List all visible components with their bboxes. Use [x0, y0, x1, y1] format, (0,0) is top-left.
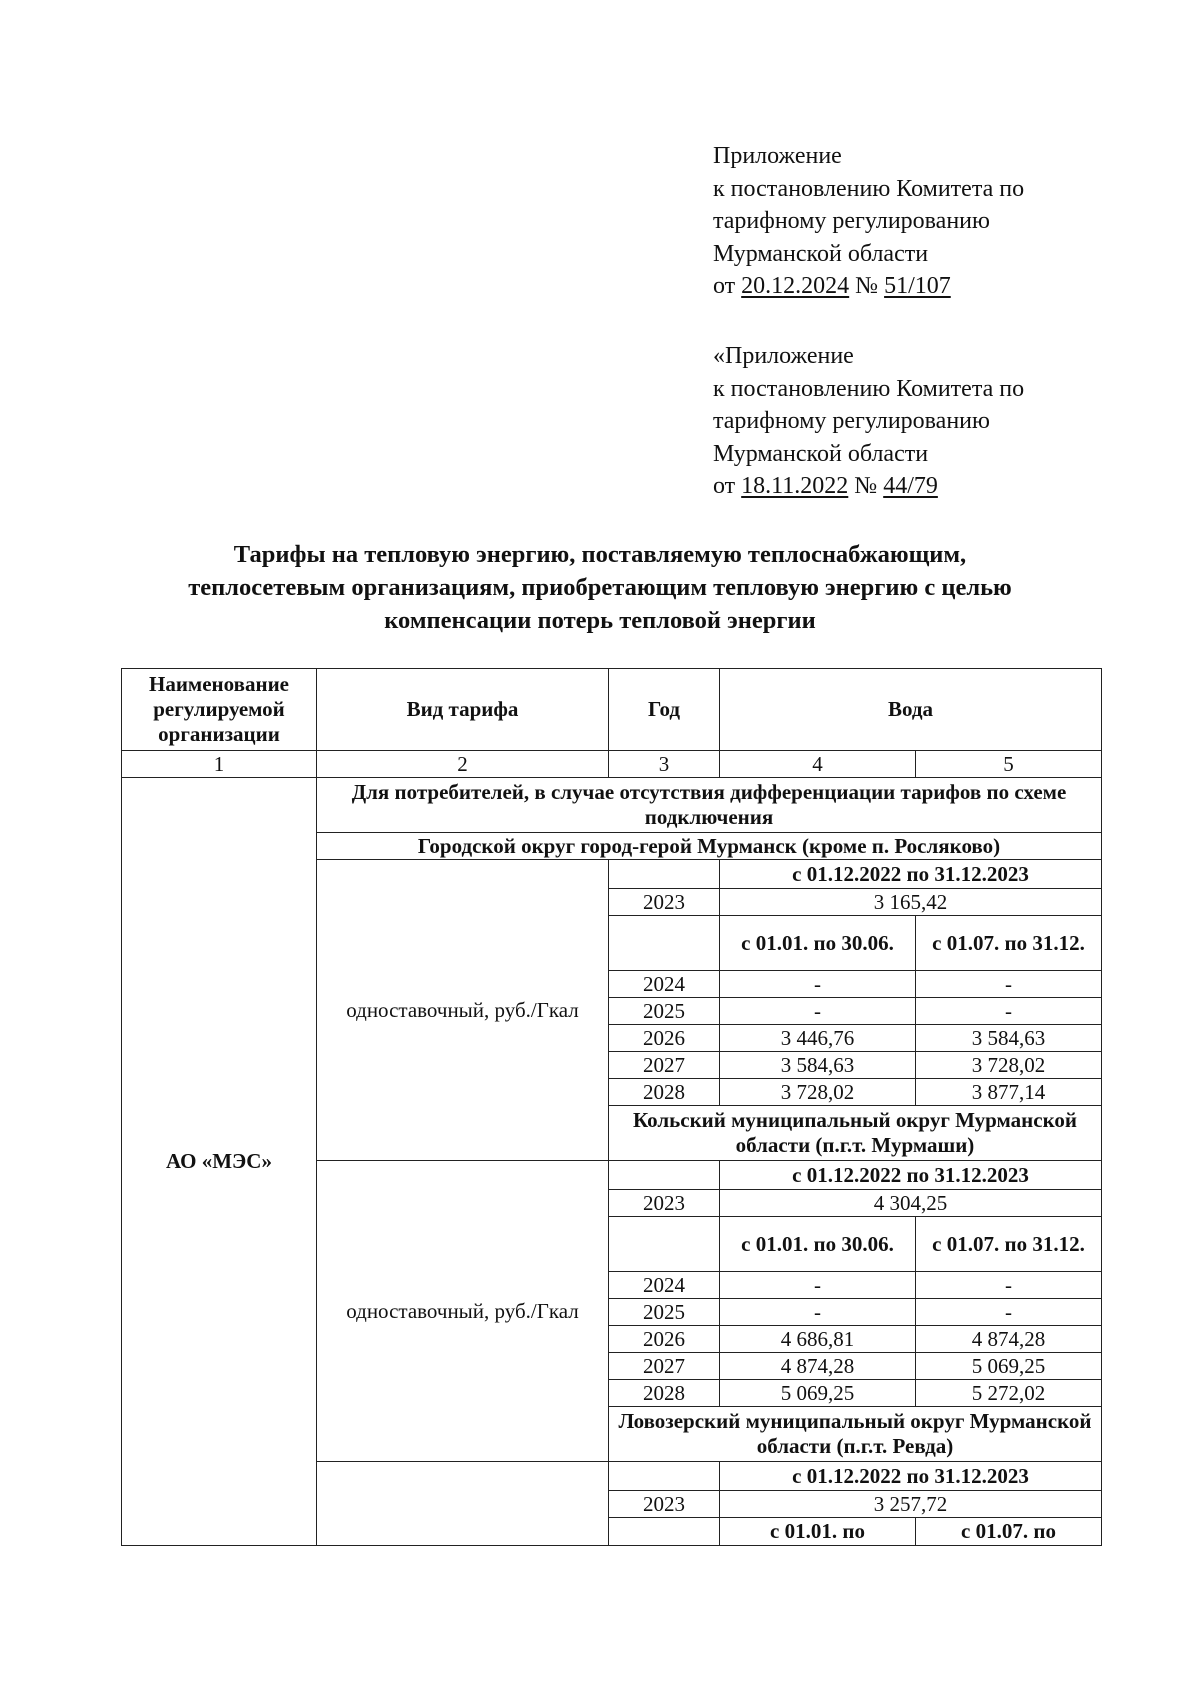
- column-number: 5: [916, 751, 1102, 778]
- value-cell: 3 728,02: [916, 1052, 1102, 1079]
- appendix-line: Приложение: [713, 143, 842, 169]
- table-header-row: [122, 669, 1102, 751]
- appendix-line: тарифному регулированию: [713, 208, 990, 234]
- appendix-line: к постановлению Комитета по: [713, 375, 1025, 402]
- value-cell: -: [916, 971, 1102, 998]
- year-cell: 2023: [609, 1190, 720, 1217]
- year-cell-empty: [609, 1462, 720, 1491]
- value-cell: 4 304,25: [720, 1190, 1102, 1217]
- value-cell: -: [720, 971, 916, 998]
- year-cell: 2024: [609, 1272, 720, 1299]
- appendix-line: «Приложение: [713, 343, 854, 369]
- year-cell: 2025: [609, 998, 720, 1025]
- column-number: 4: [720, 751, 916, 778]
- year-cell: 2026: [609, 1025, 720, 1052]
- date-prefix: от: [713, 273, 742, 299]
- value-cell: 3 728,02: [720, 1079, 916, 1106]
- tariff-type: одноставочный, руб./Гкал: [317, 860, 609, 1161]
- organization-name: АО «МЭС»: [122, 778, 317, 1546]
- appendix-line: к постановлению Комитета по: [713, 175, 1025, 202]
- value-cell: 5 069,25: [916, 1353, 1102, 1380]
- header-year: Год: [609, 669, 720, 751]
- value-cell: 3 584,63: [916, 1025, 1102, 1052]
- column-number: 1: [122, 751, 317, 778]
- resolution-number: 44/79: [883, 473, 938, 499]
- year-cell: 2026: [609, 1326, 720, 1353]
- header-org: Наименование регулируемой организации: [122, 669, 317, 751]
- year-cell-empty: [609, 1518, 720, 1546]
- column-number: 3: [609, 751, 720, 778]
- year-cell: 2023: [609, 889, 720, 916]
- value-cell: 5 069,25: [720, 1380, 916, 1407]
- year-cell-empty: [609, 916, 720, 971]
- consumers-note: Для потребителей, в случае отсутствия дифференциации тарифов по схеме подключения: [317, 778, 1102, 833]
- appendix-date-line: [713, 470, 1024, 503]
- period-label: с 01.12.2022 по 31.12.2023: [720, 1161, 1102, 1190]
- value-cell: -: [720, 998, 916, 1025]
- value-cell: 4 874,28: [720, 1353, 916, 1380]
- half1-label: с 01.01. по: [720, 1518, 916, 1546]
- year-cell: 2028: [609, 1079, 720, 1106]
- number-prefix: №: [848, 473, 884, 499]
- value-cell: -: [720, 1299, 916, 1326]
- tariff-table: [121, 668, 1102, 1546]
- column-number: 2: [317, 751, 609, 778]
- value-cell: 4 874,28: [916, 1326, 1102, 1353]
- section-name: Ловозерский муниципальный округ Мурманской области (п.г.т. Ревда): [609, 1407, 1102, 1462]
- year-cell: 2027: [609, 1353, 720, 1380]
- year-cell: 2023: [609, 1491, 720, 1518]
- tariff-type: одноставочный, руб./Гкал: [317, 1161, 609, 1462]
- value-cell: 3 584,63: [720, 1052, 916, 1079]
- half2-label: с 01.07. по 31.12.: [916, 916, 1102, 971]
- half1-label: с 01.01. по 30.06.: [720, 1217, 916, 1272]
- resolution-number: 51/107: [884, 273, 951, 299]
- year-cell: 2027: [609, 1052, 720, 1079]
- value-cell: 3 877,14: [916, 1079, 1102, 1106]
- appendix-previous: [713, 340, 1024, 503]
- year-cell-empty: [609, 1161, 720, 1190]
- value-cell: -: [720, 1272, 916, 1299]
- year-cell-empty: [609, 860, 720, 889]
- year-cell-empty: [609, 1217, 720, 1272]
- value-cell: 4 686,81: [720, 1326, 916, 1353]
- header-tariff-type: Вид тарифа: [317, 669, 609, 751]
- half2-label: с 01.07. по 31.12.: [916, 1217, 1102, 1272]
- appendix-date-line: [713, 270, 1024, 303]
- period-label: с 01.12.2022 по 31.12.2023: [720, 1462, 1102, 1491]
- value-cell: 5 272,02: [916, 1380, 1102, 1407]
- header-water: Вода: [720, 669, 1102, 751]
- year-cell: 2024: [609, 971, 720, 998]
- section-name: Кольский муниципальный округ Мурманской области (п.г.т. Мурмаши): [609, 1106, 1102, 1161]
- title-line: компенсации потерь тепловой энергии: [384, 607, 816, 634]
- half2-label: с 01.07. по: [916, 1518, 1102, 1546]
- column-numbers-row: [122, 751, 1102, 778]
- date-prefix: от: [713, 473, 742, 499]
- year-cell: 2028: [609, 1380, 720, 1407]
- number-prefix: №: [849, 273, 885, 299]
- appendix-line: тарифному регулированию: [713, 408, 990, 434]
- period-label: с 01.12.2022 по 31.12.2023: [720, 860, 1102, 889]
- consumers-note-row: [122, 778, 1102, 833]
- appendix-current: [713, 140, 1024, 303]
- resolution-date: 18.11.2022: [741, 473, 849, 499]
- appendix-line: Мурманской области: [713, 440, 929, 467]
- title-line: теплосетевым организациям, приобретающим тепловую энергию с целью: [188, 574, 1012, 601]
- tariff-type-empty: [317, 1462, 609, 1546]
- section-name: Городской округ город-герой Мурманск (кроме п. Росляково): [317, 833, 1102, 860]
- title-line: Тарифы на тепловую энергию, поставляемую теплоснабжающим,: [233, 541, 967, 568]
- resolution-date: 20.12.2024: [741, 273, 850, 299]
- value-cell: -: [916, 998, 1102, 1025]
- value-cell: -: [916, 1272, 1102, 1299]
- value-cell: 3 257,72: [720, 1491, 1102, 1518]
- document-title: [100, 538, 1100, 637]
- value-cell: -: [916, 1299, 1102, 1326]
- half1-label: с 01.01. по 30.06.: [720, 916, 916, 971]
- value-cell: 3 165,42: [720, 889, 1102, 916]
- appendix-line: Мурманской области: [713, 240, 929, 267]
- year-cell: 2025: [609, 1299, 720, 1326]
- value-cell: 3 446,76: [720, 1025, 916, 1052]
